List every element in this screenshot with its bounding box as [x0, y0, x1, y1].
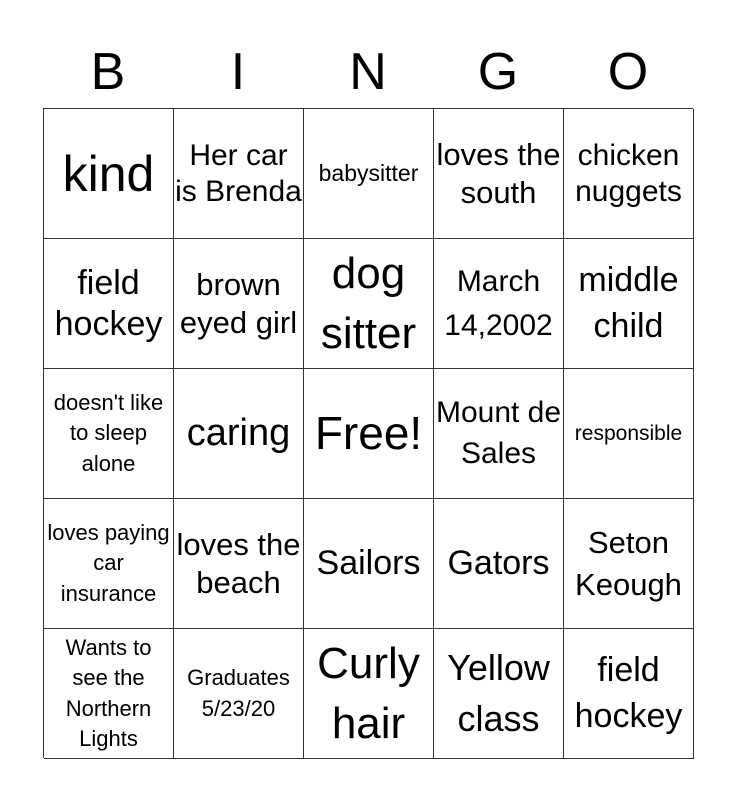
- header-letter-g: G: [477, 43, 519, 101]
- bingo-cell: loves paying car insurance: [44, 499, 174, 629]
- bingo-cell: chicken nuggets: [564, 109, 694, 239]
- bingo-cell: Yellow class: [434, 629, 564, 759]
- bingo-cell: kind: [44, 109, 174, 239]
- bingo-cell: Gators: [434, 499, 564, 629]
- bingo-header: [43, 40, 693, 104]
- bingo-cell: Graduates 5/23/20: [174, 629, 304, 759]
- bingo-cell: babysitter: [304, 109, 434, 239]
- bingo-cell: field hockey: [564, 629, 694, 759]
- bingo-cell: Wants to see the Northern Lights: [44, 629, 174, 759]
- bingo-cell: caring: [174, 369, 304, 499]
- bingo-grid: [43, 108, 693, 758]
- header-letter-b: B: [90, 43, 126, 101]
- bingo-cell: dog sitter: [304, 239, 434, 369]
- bingo-cell: brown eyed girl: [174, 239, 304, 369]
- bingo-cell: Free!: [304, 369, 434, 499]
- bingo-cell: middle child: [564, 239, 694, 369]
- header-letter-o: O: [607, 43, 649, 101]
- bingo-cell: Seton Keough: [564, 499, 694, 629]
- bingo-cell: Sailors: [304, 499, 434, 629]
- bingo-cell: Curly hair: [304, 629, 434, 759]
- bingo-cell: Her car is Brenda: [174, 109, 304, 239]
- bingo-cell: Mount de Sales: [434, 369, 564, 499]
- bingo-cell: loves the beach: [174, 499, 304, 629]
- header-letter-i: I: [230, 43, 246, 101]
- bingo-cell: responsible: [564, 369, 694, 499]
- header-letter-n: N: [349, 43, 387, 101]
- bingo-cell: March 14,2002: [434, 239, 564, 369]
- bingo-cell: loves the south: [434, 109, 564, 239]
- bingo-cell: doesn't like to sleep alone: [44, 369, 174, 499]
- bingo-cell: field hockey: [44, 239, 174, 369]
